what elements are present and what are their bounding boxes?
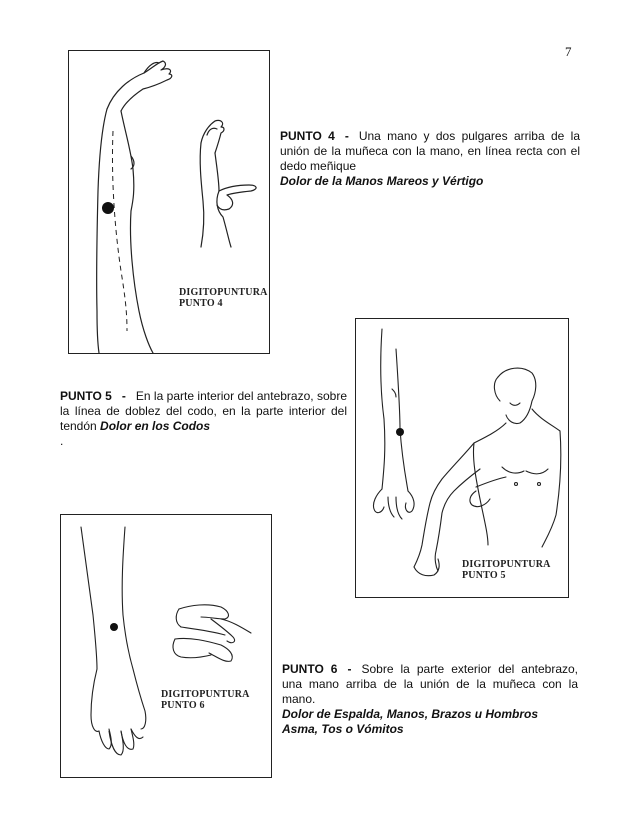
illustration-punto-4 <box>68 50 270 354</box>
point-5-indication: Dolor en los Codos <box>100 419 211 433</box>
caption-point: PUNTO 4 <box>179 298 223 309</box>
illustration-punto-5 <box>355 318 569 598</box>
point-5-description <box>60 389 347 434</box>
point-6-indication-1: Dolor de Espalda, Manos, Brazos u Hombros <box>282 707 539 721</box>
point-5-dash: - <box>121 389 126 403</box>
acupoint-marker <box>102 202 114 214</box>
point-4-desc-text: Una mano y dos pulgares arriba de la unión de la muñeca con la mano, en línea recta con el dedo meñique <box>280 129 580 173</box>
illustration-punto-6 <box>60 514 272 778</box>
page-number: 7 <box>565 44 572 59</box>
acupoint-marker <box>110 623 118 631</box>
point-5-trailing: . <box>60 434 64 448</box>
point-6-text <box>282 662 578 737</box>
point-5-text <box>60 389 347 449</box>
figure-caption <box>175 285 270 311</box>
point-6-description <box>282 662 578 707</box>
point-4-description <box>280 129 580 174</box>
arm-drawing-punto-5 <box>356 319 568 597</box>
caption-point: PUNTO 6 <box>161 700 205 711</box>
figure-caption <box>458 557 555 583</box>
point-5-desc-text: En la parte interior del antebrazo, sobre la línea de doblez del codo, en la parte interior del tendón <box>60 389 347 433</box>
point-6-desc-text: Sobre la parte exterior del antebrazo, una mano arriba de la unión de la muñeca con la mano. <box>282 662 578 706</box>
figure-caption <box>157 687 254 713</box>
point-5-label: PUNTO 5 <box>60 389 112 403</box>
point-6-dash: - <box>347 662 352 676</box>
point-4-indication: Dolor de la Manos Mareos y Vértigo <box>280 174 484 188</box>
acupoint-marker <box>396 428 404 436</box>
point-6-label: PUNTO 6 <box>282 662 338 676</box>
point-6-indication-2: Asma, Tos o Vómitos <box>282 722 404 736</box>
caption-title: DIGITOPUNTURA <box>161 689 250 700</box>
point-4-dash: - <box>344 129 349 143</box>
arm-drawing-punto-6 <box>61 515 271 777</box>
point-4-text <box>280 129 580 189</box>
caption-title: DIGITOPUNTURA <box>179 287 268 298</box>
caption-title: DIGITOPUNTURA <box>462 559 551 570</box>
point-4-label: PUNTO 4 <box>280 129 335 143</box>
caption-point: PUNTO 5 <box>462 570 506 581</box>
